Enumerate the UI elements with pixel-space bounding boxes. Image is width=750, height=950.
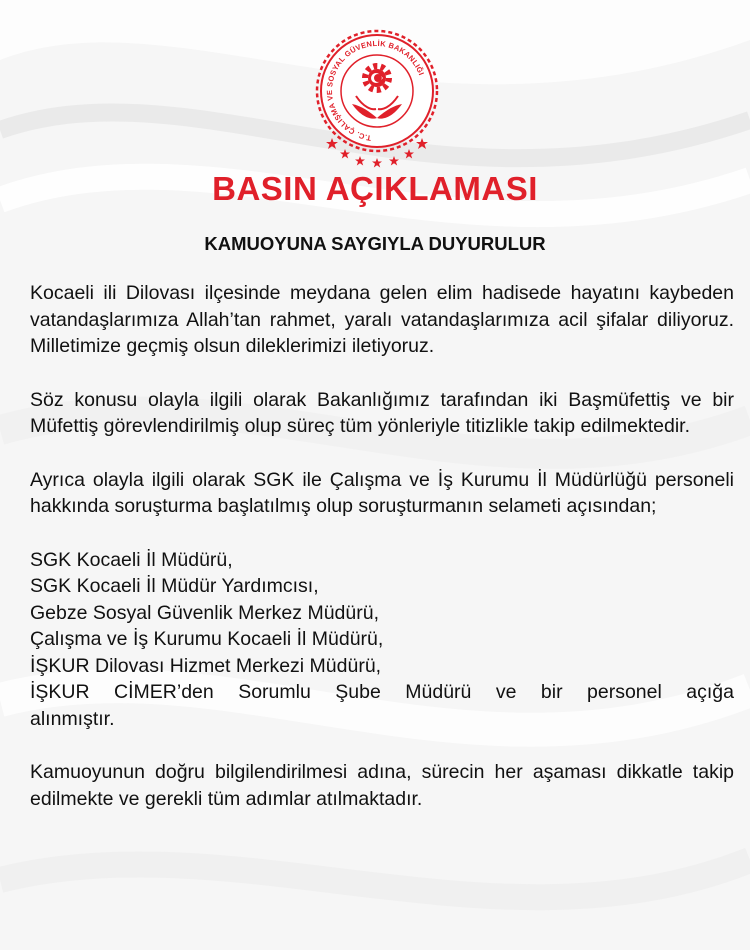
list-continuation: alınmıştır. [30,707,115,730]
list-item: Çalışma ve İş Kurumu Kocaeli İl Müdürü, [30,628,384,650]
logo-ring-text: T.C. ÇALIŞMA VE SOSYAL GÜVENLİK BAKANLIĞI [324,38,427,143]
list-item: İŞKUR Dilovası Hizmet Merkezi Müdürü, [30,654,382,677]
list-item: SGK Kocaeli İl Müdür Yardımcısı, [30,575,319,597]
list-item: İŞKUR CİMER’den Sorumlu Şube Müdürü ve bir personel açığa [30,681,734,703]
suspended-officials-list [30,547,734,733]
page-title: BASIN AÇIKLAMASI [212,170,538,207]
paragraph-condolence: Kocaeli ili Dilovası ilçesinde meydana gelen elim hadisede hayatını kaybeden vatandaşlarımıza Allah’tan rahmet, yaralı vatandaşlarımıza acil şifalar diliyoruz. Milletimize geçmiş olsun dileklerimizi iletiyoruz. [30,282,734,357]
list-item: Gebze Sosyal Güvenlik Merkez Müdürü, [30,601,379,624]
paragraph-inspection: Söz konusu olayla ilgili olarak Bakanlığımız tarafından iki Başmüfettiş ve bir Müfettiş görevlendirilmiş olup süreç tüm yönleriyle titizlikle takip edilmektedir. [30,388,734,437]
list-item: SGK Kocaeli İl Müdürü, [30,548,233,571]
page-subtitle: KAMUOYUNA SAYGIYLA DUYURULUR [204,233,546,254]
paragraph-closing: Kamuoyunun doğru bilgilendirilmesi adına, sürecin her aşaması dikkatle takip edilmekte ve gerekli tüm adımlar atılmaktadır. [30,761,734,810]
paragraph-investigation: Ayrıca olayla ilgili olarak SGK ile Çalışma ve İş Kurumu İl Müdürlüğü personeli hakkında soruşturma başlatılmış olup soruşturmanın selameti açısından; [30,468,734,517]
announcement-body [30,280,734,839]
ministry-logo-icon [312,26,442,168]
